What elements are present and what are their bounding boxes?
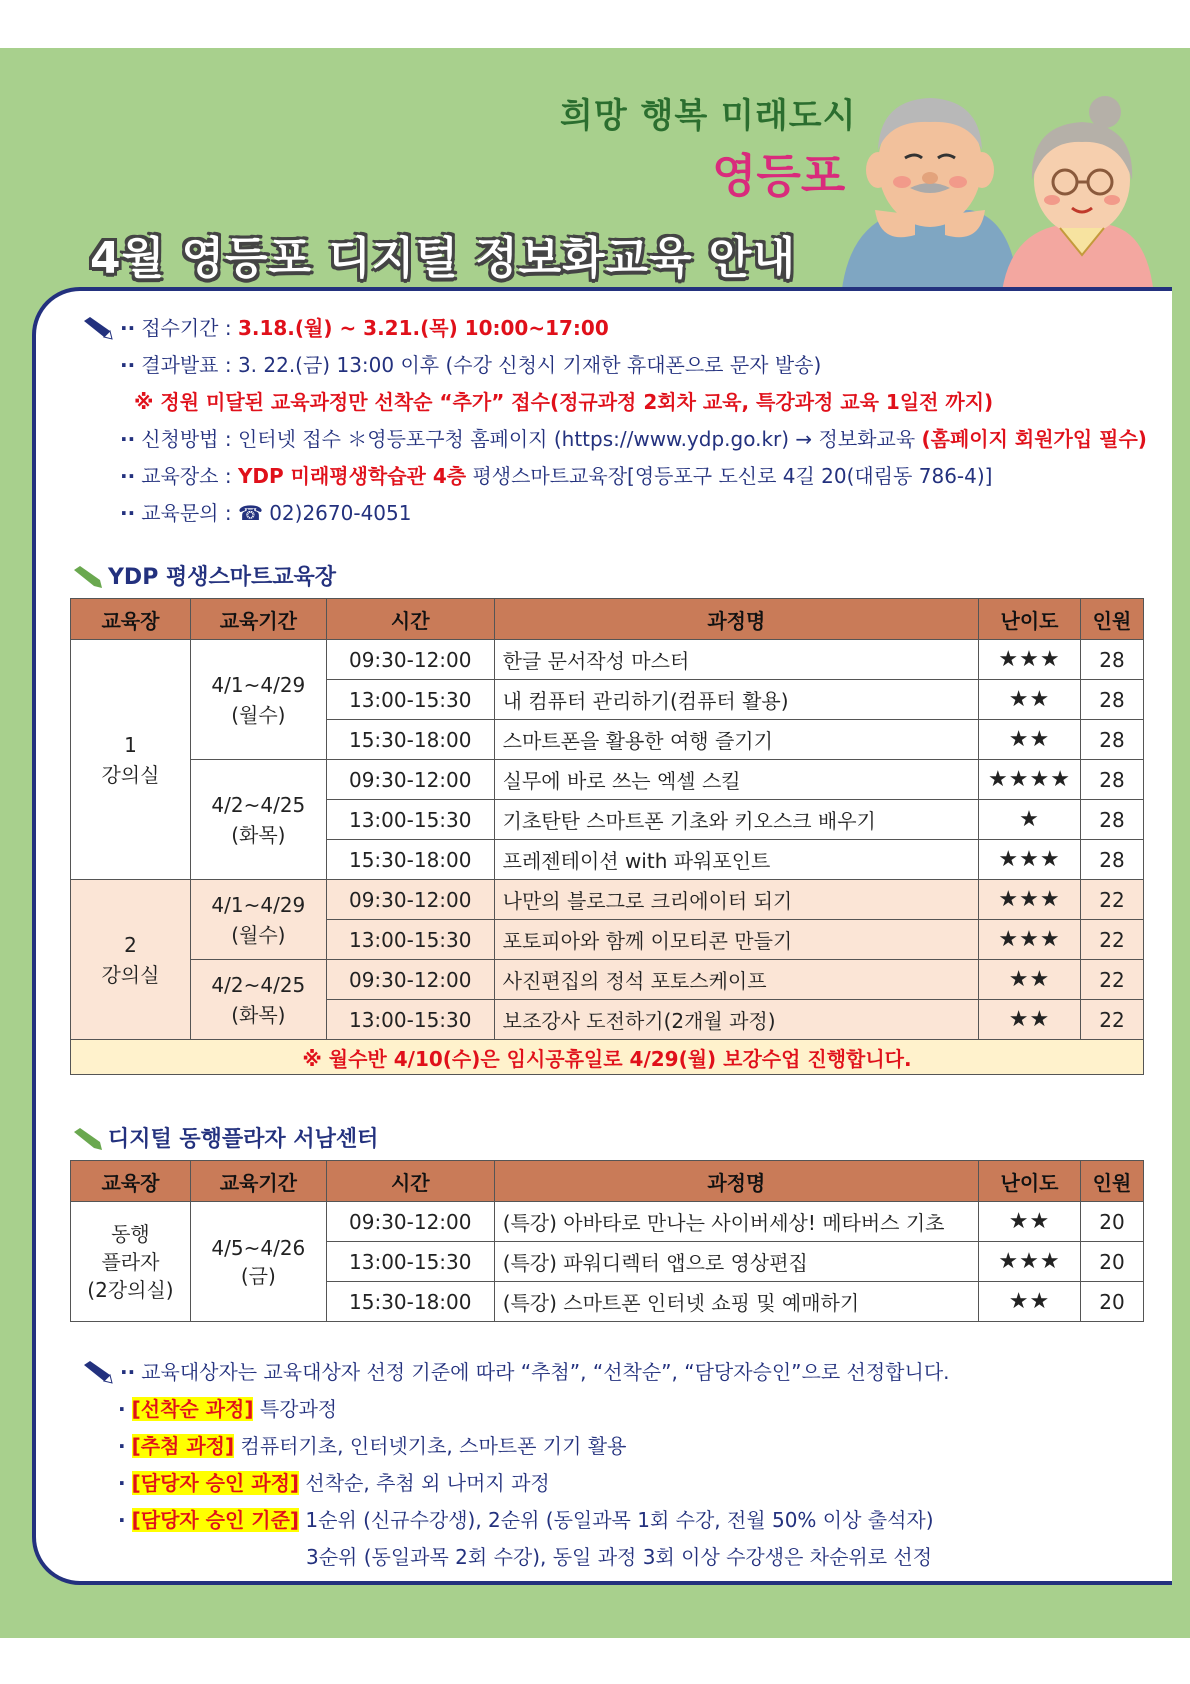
time-cell: 09:30-12:00 <box>326 760 494 800</box>
time-cell: 13:00-15:30 <box>326 1000 494 1040</box>
time-cell: 13:00-15:30 <box>326 680 494 720</box>
period-cell: 4/1~4/29 (월수) <box>190 880 326 960</box>
time-cell: 15:30-18:00 <box>326 1282 494 1322</box>
table-row <box>71 880 1144 920</box>
header-count: 인원 <box>1080 599 1143 640</box>
place-row: ·· 교육장소 : YDP 미래평생학습관 4층 평생스마트교육장[영등포구 도신로 4길 20(대림동 786-4)] <box>120 464 993 488</box>
slogan: 희망 행복 미래도시 <box>560 96 857 136</box>
time-cell: 15:30-18:00 <box>326 840 494 880</box>
selection-text: 1순위 (신규수강생), 2순위 (동일과목 1회 수강, 전월 50% 이상 출석자) <box>299 1508 934 1532</box>
course-cell: (특강) 스마트폰 인터넷 쇼핑 및 예매하기 <box>494 1282 978 1322</box>
header-period: 교육기간 <box>190 1161 326 1202</box>
count-cell: 20 <box>1080 1242 1143 1282</box>
period-cell: 4/2~4/25 (화목) <box>190 960 326 1040</box>
selection-continuation: 3순위 (동일과목 2회 수강), 동일 과정 3회 이상 수강생은 차순위로 선정 <box>306 1545 933 1569</box>
level-cell: ★★★ <box>979 920 1081 960</box>
course-cell: 실무에 바로 쓰는 엑셀 스킬 <box>494 760 978 800</box>
header-period: 교육기간 <box>190 599 326 640</box>
level-cell: ★ <box>979 800 1081 840</box>
header-time: 시간 <box>326 1161 494 1202</box>
table-row <box>71 760 1144 800</box>
contact-row: ·· 교육문의 : ☎ 02)2670-4051 <box>120 501 412 525</box>
time-cell: 09:30-12:00 <box>326 960 494 1000</box>
pencil-icon <box>82 317 118 343</box>
header-room: 교육장 <box>71 1161 191 1202</box>
contact-value: ☎ 02)2670-4051 <box>237 501 412 525</box>
method-value: 인터넷 접수 ＊영등포구청 홈페이지 (https://www.ydp.go.kr) → 정보화교육 <box>237 427 922 451</box>
section2-title-text: 디지털 동행플라자 서남센터 <box>108 1127 379 1152</box>
level-cell: ★★ <box>979 720 1081 760</box>
count-cell: 20 <box>1080 1202 1143 1242</box>
holiday-notice: ※ 월수반 4/10(수)은 임시공휴일로 4/29(월) 보강수업 진행합니다. <box>71 1040 1144 1075</box>
room-cell: 동행 플라자 (2강의실) <box>71 1202 191 1322</box>
table-row <box>71 640 1144 680</box>
course-cell: (특강) 아바타로 만나는 사이버세상! 메타버스 기초 <box>494 1202 978 1242</box>
selection-tag: [담당자 승인 기준] <box>131 1508 300 1532</box>
count-cell: 28 <box>1080 760 1143 800</box>
course-cell: 내 컴퓨터 관리하기(컴퓨터 활용) <box>494 680 978 720</box>
course-cell: 프레젠테이션 with 파워포인트 <box>494 840 978 880</box>
method-row: ·· 신청방법 : 인터넷 접수 ＊영등포구청 홈페이지 (https://www.ydp.go.kr) → 정보화교육 (홈페이지 회원가입 필수) <box>120 427 1147 451</box>
period-cell: 4/2~4/25 (화목) <box>190 760 326 880</box>
level-cell: ★★★ <box>979 840 1081 880</box>
pencil-icon <box>72 1128 106 1152</box>
section1-title <box>72 560 336 591</box>
selection-text: 특강과정 <box>253 1397 338 1421</box>
level-cell: ★★★★ <box>979 760 1081 800</box>
reception-label: 접수기간 : <box>141 316 238 340</box>
period-cell: 4/5~4/26 (금) <box>190 1202 326 1322</box>
selection-tag: [담당자 승인 과정] <box>131 1471 300 1495</box>
course-cell: 기초탄탄 스마트폰 기초와 키오스크 배우기 <box>494 800 978 840</box>
selection-intro-row: ·· 교육대상자는 교육대상자 선정 기준에 따라 “추첨”, “선착순”, “담당자승인”으로 선정합니다. <box>82 1354 1162 1391</box>
table-header-row <box>71 1161 1144 1202</box>
time-cell: 09:30-12:00 <box>326 880 494 920</box>
level-cell: ★★★ <box>979 640 1081 680</box>
header-level: 난이도 <box>979 599 1081 640</box>
selection-text: 선착순, 추첨 외 나머지 과정 <box>299 1471 550 1495</box>
reception-row: ·· 접수기간 : 3.18.(월) ~ 3.21.(목) 10:00~17:00 <box>82 310 1162 347</box>
course-cell: 사진편집의 정석 포토스케이프 <box>494 960 978 1000</box>
selection-item: · [추첨 과정] 컴퓨터기초, 인터넷기초, 스마트폰 기기 활용 <box>118 1434 627 1458</box>
time-cell: 15:30-18:00 <box>326 720 494 760</box>
additional-notice: ※ 정원 미달된 교육과정만 선착순 “추가” 접수(정규과정 2회차 교육, 특강과정 교육 1일전 까지) <box>134 390 994 414</box>
place-highlight: YDP 미래평생학습관 4층 <box>237 464 467 488</box>
table-header-row <box>71 599 1144 640</box>
course-cell: 보조강사 도전하기(2개월 과정) <box>494 1000 978 1040</box>
header-time: 시간 <box>326 599 494 640</box>
section2-title <box>72 1122 378 1153</box>
table-row <box>71 1202 1144 1242</box>
selection-tag: [추첨 과정] <box>131 1434 235 1458</box>
page-title: 4월 영등포 디지털 정보화교육 안내 <box>90 233 796 284</box>
selection-text: 컴퓨터기초, 인터넷기초, 스마트폰 기기 활용 <box>234 1434 627 1458</box>
method-requirement: (홈페이지 회원가입 필수) <box>921 427 1147 451</box>
time-cell: 09:30-12:00 <box>326 1202 494 1242</box>
selection-block <box>82 1354 1162 1576</box>
course-cell: (특강) 파워디렉터 앱으로 영상편집 <box>494 1242 978 1282</box>
place-value: 평생스마트교육장[영등포구 도신로 4길 20(대림동 786-4)] <box>466 464 993 488</box>
selection-item: · [선착순 과정] 특강과정 <box>118 1397 338 1421</box>
reception-value: 3.18.(월) ~ 3.21.(목) 10:00~17:00 <box>237 316 609 340</box>
header-count: 인원 <box>1080 1161 1143 1202</box>
time-cell: 13:00-15:30 <box>326 920 494 960</box>
result-value: 3. 22.(금) 13:00 이후 (수강 신청시 기재한 휴대폰으로 문자 발송) <box>237 353 822 377</box>
header-course: 과정명 <box>494 1161 978 1202</box>
header-room: 교육장 <box>71 599 191 640</box>
time-cell: 09:30-12:00 <box>326 640 494 680</box>
count-cell: 22 <box>1080 1000 1143 1040</box>
header-level: 난이도 <box>979 1161 1081 1202</box>
count-cell: 22 <box>1080 880 1143 920</box>
room-cell: 2 강의실 <box>71 880 191 1040</box>
period-cell: 4/1~4/29 (월수) <box>190 640 326 760</box>
count-cell: 28 <box>1080 800 1143 840</box>
section1-title-text: YDP 평생스마트교육장 <box>108 565 336 590</box>
course-cell: 한글 문서작성 마스터 <box>494 640 978 680</box>
time-cell: 13:00-15:30 <box>326 1242 494 1282</box>
selection-intro: 교육대상자는 교육대상자 선정 기준에 따라 “추첨”, “선착순”, “담당자승인”으로 선정합니다. <box>141 1360 950 1384</box>
pencil-icon <box>82 1361 118 1387</box>
place-label: 교육장소 : <box>141 464 238 488</box>
info-block <box>82 310 1162 532</box>
time-cell: 13:00-15:30 <box>326 800 494 840</box>
level-cell: ★★ <box>979 1202 1081 1242</box>
contact-label: 교육문의 : <box>141 501 238 525</box>
selection-item: · [담당자 승인 과정] 선착순, 추첨 외 나머지 과정 <box>118 1471 550 1495</box>
count-cell: 20 <box>1080 1282 1143 1322</box>
room-cell: 1 강의실 <box>71 640 191 880</box>
level-cell: ★★★ <box>979 1242 1081 1282</box>
header-course: 과정명 <box>494 599 978 640</box>
course-cell: 포토피아와 함께 이모티콘 만들기 <box>494 920 978 960</box>
count-cell: 28 <box>1080 720 1143 760</box>
level-cell: ★★★ <box>979 880 1081 920</box>
level-cell: ★★ <box>979 1000 1081 1040</box>
pencil-icon <box>72 566 106 590</box>
section2-table <box>70 1160 1144 1322</box>
result-label: 결과발표 : <box>141 353 238 377</box>
result-row: ·· 결과발표 : 3. 22.(금) 13:00 이후 (수강 신청시 기재한 휴대폰으로 문자 발송) <box>120 353 822 377</box>
level-cell: ★★ <box>979 960 1081 1000</box>
level-cell: ★★ <box>979 680 1081 720</box>
count-cell: 22 <box>1080 920 1143 960</box>
count-cell: 28 <box>1080 680 1143 720</box>
level-cell: ★★ <box>979 1282 1081 1322</box>
method-label: 신청방법 : <box>141 427 238 451</box>
count-cell: 22 <box>1080 960 1143 1000</box>
course-cell: 나만의 블로그로 크리에이터 되기 <box>494 880 978 920</box>
selection-item: · [담당자 승인 기준] 1순위 (신규수강생), 2순위 (동일과목 1회 수강, 전월 50% 이상 출석자) <box>118 1508 934 1532</box>
section1-table <box>70 598 1144 1075</box>
selection-tag: [선착순 과정] <box>131 1397 254 1421</box>
table-row <box>71 960 1144 1000</box>
elderly-couple-illustration <box>820 70 1160 320</box>
brand-logo: 영등포 <box>712 149 846 203</box>
count-cell: 28 <box>1080 640 1143 680</box>
count-cell: 28 <box>1080 840 1143 880</box>
course-cell: 스마트폰을 활용한 여행 즐기기 <box>494 720 978 760</box>
notice-row <box>71 1040 1144 1075</box>
